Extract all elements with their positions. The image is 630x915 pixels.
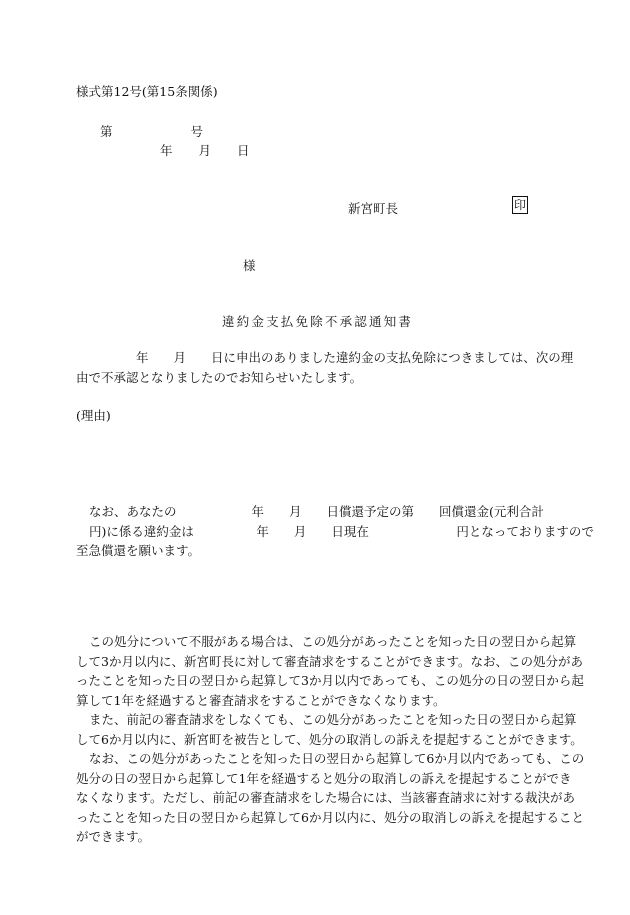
- notice-line-3: 至急償還を願います。: [76, 543, 201, 558]
- notice-line-2: 円)に係る違約金は 年 月 日現在 円となっておりますので: [89, 523, 594, 539]
- notice-paragraph: [76, 502, 594, 561]
- document-title: 違約金支払免除不承認通知書: [222, 314, 414, 329]
- document-number-suffix: 号: [190, 124, 204, 139]
- appeal-line: 処分の日の翌日から起算して1年を経過すると処分の取消しの訴えを提起することができ: [76, 770, 572, 786]
- date-year: 年: [160, 143, 173, 158]
- appeal-line: なくなります。ただし、前記の審査請求をした場合には、当該審査請求に対する裁決があ: [76, 790, 576, 805]
- intro-line-2: 由で不承認となりましたのでお知らせいたします。: [76, 369, 363, 385]
- appeal-line: ったことを知った日の翌日から起算して3か月以内であっても、この処分の日の翌日から起: [76, 673, 584, 688]
- appeal-line: して6か月以内に、新宮町を被告として、処分の取消しの訴えを提起することができます。: [76, 731, 583, 747]
- document-number-line: [100, 122, 203, 140]
- recipient-suffix: 様: [243, 258, 256, 273]
- date-month: 月: [198, 143, 212, 158]
- intro-paragraph: [76, 348, 574, 387]
- appeal-line: この処分について不服がある場合は、この処分があったことを知った日の翌日から起算: [89, 634, 577, 649]
- seal-mark: 印: [513, 198, 526, 212]
- document-number-prefix: 第: [100, 124, 113, 139]
- form-label: 様式第12号(第15条関係): [76, 84, 218, 99]
- appeal-line: ができます。: [76, 829, 151, 844]
- notice-line-1: なお、あなたの 年 月 日償還予定の第 回償還金(元利合計: [89, 504, 544, 519]
- appeal-line: 算して1年を経過すると審査請求をすることができなくなります。: [76, 692, 446, 708]
- appeal-paragraph-3: [76, 749, 585, 847]
- appeal-line: また、前記の審査請求をしなくても、この処分があったことを知った日の翌日から起算: [89, 712, 577, 727]
- intro-line-1: 年 月 日に申出のありました違約金の支払免除につきましては、次の理: [136, 350, 574, 365]
- appeal-line: ったことを知った日の翌日から起算して6か月以内に、処分の取消しの訴えを提起すること: [76, 809, 584, 825]
- date-day: 日: [237, 143, 250, 158]
- appeal-paragraph-1: [76, 632, 584, 710]
- appeal-paragraph-2: [76, 710, 583, 749]
- reason-label: (理由): [76, 408, 111, 423]
- appeal-instructions: [76, 632, 585, 847]
- issuer-name: 新宮町長: [348, 201, 399, 216]
- appeal-line: して3か月以内に、新宮町長に対して審査請求をすることができます。なお、この処分があ: [76, 653, 583, 669]
- appeal-line: なお、この処分があったことを知った日の翌日から起算して6か月以内であっても、この: [89, 751, 585, 766]
- date-line: [160, 141, 250, 159]
